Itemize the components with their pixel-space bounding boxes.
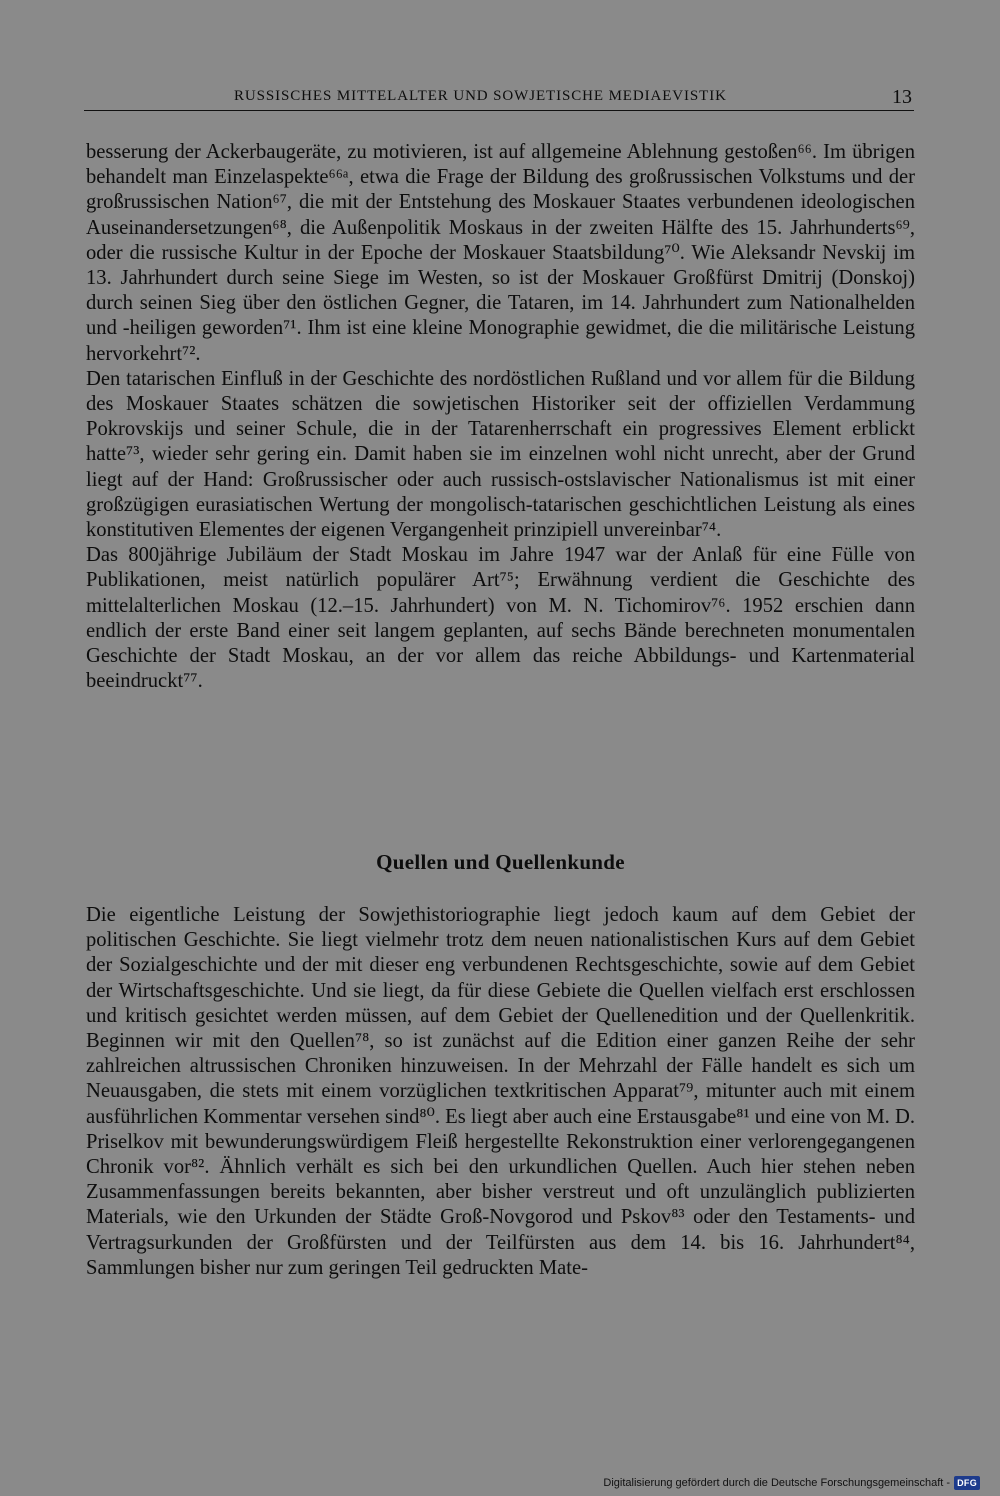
body-text-bottom (86, 903, 915, 1281)
paragraph: Den tatarischen Einfluß in der Geschichte des nordöstlichen Rußland und vor allem für die Bildung des Moskauer Staates schätzen die sowjetischen Historiker seit der offiziellen Verdammung Pokrovskijs und seiner Schule, die in der Tatarenherrschaft ein progressives Element erblickt hatte⁷³, wieder sehr gering ein. Damit haben sie im einzelnen wohl nicht unrecht, aber der Grund liegt auf der Hand: Großrussischer oder auch russisch-ostslavischer Nationalismus ist mit einer großzügigen eurasiatischen Wertung der mongolisch-tatarischen geschichtlichen Leistung als eines konstitutiven Elementes der eigenen Vergangenheit prinzipiell unvereinbar⁷⁴. (86, 367, 915, 542)
header-rule (84, 110, 914, 111)
dfg-logo-icon: DFG (954, 1476, 980, 1490)
digitization-footer (603, 1474, 980, 1492)
paragraph: Das 800jährige Jubiläum der Stadt Moskau im Jahre 1947 war der Anlaß für eine Fülle von Publikationen, meist natürlich populärer Art⁷⁵; Erwähnung verdient die Geschichte des mittelalterlichen Moskau (12.–15. Jahrhundert) von M. N. Tichomirov⁷⁶. 1952 erschien dann endlich der erste Band einer seit langem geplanten, auf sechs Bände berechneten monumentalen Geschichte der Stadt Moskau, an der vor allem das reiche Abbildungs- und Kartenmaterial beeindruckt⁷⁷. (86, 544, 915, 693)
footer-credit: Digitalisierung gefördert durch die Deutsche Forschungsgemeinschaft - (603, 1477, 951, 1489)
paragraph: Die eigentliche Leistung der Sowjethistoriographie liegt jedoch kaum auf dem Gebiet der politischen Geschichte. Sie liegt vielmehr trotz dem neuen nationalistischen Kurs auf dem Gebiet der Sozialgeschichte und der mit dieser eng verbundenen Rechtsgeschichte, sowie auf dem Gebiet der Wirtschaftsgeschichte. Und sie liegt, da für diese Gebiete die Quellen vielfach erst erschlossen und kritisch gesichtet werden müssen, auf dem Gebiet der Quellenedition und der Quellenkritik. Beginnen wir mit den Quellen⁷⁸, so ist zunächst auf die Edition einer ganzen Reihe der sehr zahlreichen altrussischen Chroniken hinzuweisen. In der Mehrzahl der Fälle handelt es sich um Neuausgaben, die stets mit einem vorzüglichen textkritischen Apparat⁷⁹, mitunter auch mit einem ausführlichen Kommentar versehen sind⁸⁰. Es liegt aber auch eine Erstausgabe⁸¹ und eine von M. D. Priselkov mit bewunderungswürdigem Fleiß hergestellte Rekonstruktion einer verlorengegangenen Chronik vor⁸². Ähnlich verhält es sich bei den urkundlichen Quellen. Auch hier stehen neben Zusammenfassungen bereits bekannten, aber bisher verstreut und oft unzulänglich publizierten Materials, wie den Urkunden der Städte Groß-Novgorod und Pskov⁸³ oder den Testaments- und Vertragsurkunden der Großfürsten und der Teilfürsten aus dem 14. bis 16. Jahrhundert⁸⁴, Sammlungen bisher nur zum geringen Teil gedruckten Mate- (86, 904, 915, 1279)
paragraph: besserung der Ackerbaugeräte, zu motivieren, ist auf allgemeine Ablehnung gestoßen⁶⁶. Im übrigen behandelt man Einzelaspekte⁶⁶ᵃ, etwa die Frage der Bildung des großrussischen Volkstums und der großrussischen Nation⁶⁷, die mit der Entstehung des Moskauer Staates verbundenen ideologischen Auseinandersetzungen⁶⁸, die Außenpolitik Moskaus in der zweiten Hälfte des 15. Jahrhunderts⁶⁹, oder die russische Kultur in der Epoche der Moskauer Staatsbildung⁷⁰. Wie Aleksandr Nevskij im 13. Jahrhundert durch seine Siege im Westen, so ist der Moskauer Großfürst Dmitrij (Donskoj) durch seinen Sieg über den östlichen Gegner, die Tataren, im 14. Jahrhundert zum Nationalhelden und -heiligen geworden⁷¹. Ihm ist eine kleine Monographie gewidmet, die die militärische Leistung hervorkehrt⁷². (86, 141, 915, 365)
running-title: RUSSISCHES MITTELALTER UND SOWJETISCHE MEDIAEVISTIK (234, 88, 727, 104)
section-heading: Quellen und Quellenkunde (376, 850, 625, 874)
page-number: 13 (892, 86, 912, 108)
body-text-top (86, 140, 915, 694)
running-head (84, 84, 914, 110)
